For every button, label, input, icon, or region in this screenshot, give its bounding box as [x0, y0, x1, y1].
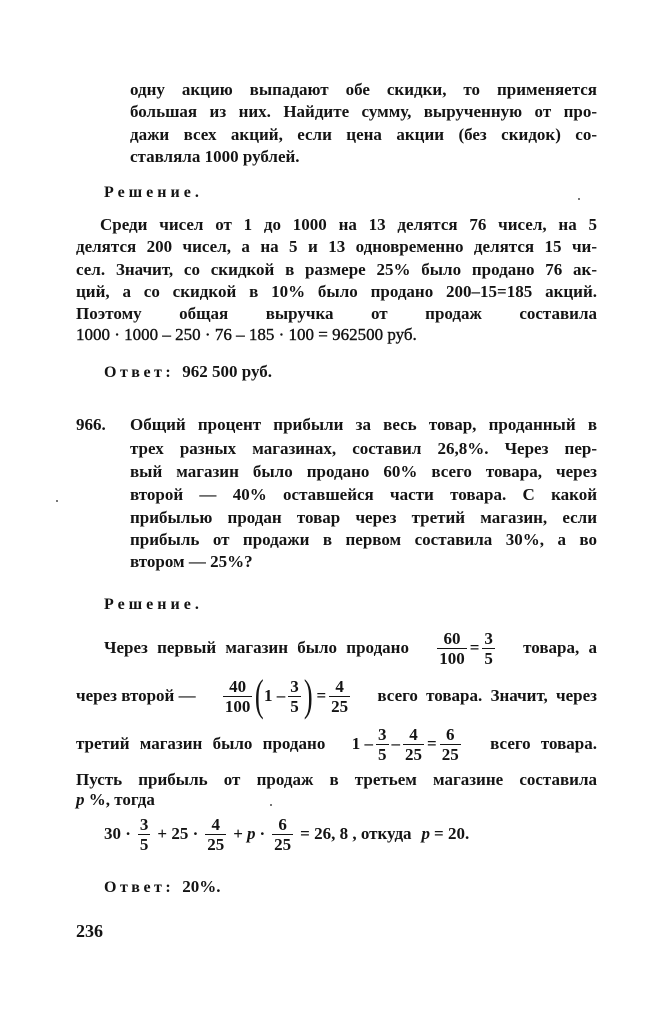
problem-text-line: большая из них. Найдите сумму, вырученную от про-	[130, 102, 597, 121]
problem-text-line: вый магазин было продано 60% всего товара, через	[130, 462, 597, 481]
equals: =	[469, 638, 480, 657]
answer-value: 962 500 руб.	[182, 362, 272, 381]
fraction: $\frac{4}{25}$	[331, 676, 349, 716]
problem-number: 966.	[76, 415, 106, 434]
fraction: $\frac{4}{25}$	[207, 814, 225, 854]
problem-text-line: одну акцию выпадают обе скидки, то применяется	[130, 80, 597, 99]
fraction: $\frac{60}{100}$	[439, 628, 465, 668]
answer-label: Ответ:	[104, 364, 175, 381]
minus: –	[391, 734, 401, 753]
scan-speck	[270, 804, 272, 806]
variable: p	[76, 790, 85, 809]
answer-label: Ответ:	[104, 879, 175, 896]
answer-value: 20%.	[182, 877, 221, 896]
text: товара, а	[523, 638, 597, 657]
solution-text-line	[76, 789, 597, 811]
text: через второй —	[76, 686, 196, 705]
term: ·	[259, 824, 266, 843]
problem-text-line: ставляла 1000 рублей.	[130, 147, 300, 166]
expression	[352, 725, 464, 764]
right-paren: )	[303, 671, 313, 720]
scan-speck	[56, 500, 58, 502]
solution-heading: Решение.	[104, 596, 203, 613]
equation	[104, 809, 469, 859]
expression	[434, 629, 498, 668]
problem-text-line: дажи всех акций, если цена акции (без скидок) со-	[130, 125, 597, 144]
variable: p	[246, 824, 256, 843]
problem-text-line: второй — 40% оставшейся части товара. С какой	[130, 485, 597, 504]
term: + 25 ·	[157, 824, 199, 843]
solution-text-line: делятся 200 чисел, а на 5 и 13 одновременно делятся 15 чи-	[76, 237, 597, 256]
text: третий магазин было продано	[76, 734, 326, 753]
scan-speck	[578, 198, 580, 200]
left-paren: (	[255, 671, 265, 720]
solution-math-line	[104, 623, 597, 673]
equals: =	[427, 734, 437, 753]
problem-text-line: прибыль от продажи в первом составила 30%, а во	[130, 530, 597, 549]
page-number: 236	[76, 921, 103, 941]
expression	[220, 671, 353, 720]
solution-heading: Решение.	[104, 184, 203, 201]
fraction: $\frac{6}{25}$	[441, 724, 459, 764]
term: 1 –	[351, 734, 374, 753]
text: всего товара.	[490, 734, 597, 753]
solution-math-line	[76, 671, 597, 721]
fraction: $\frac{4}{25}$	[405, 724, 423, 764]
equals: =	[316, 686, 327, 705]
problem-text-line: трех разных магазинах, составил 26,8%. Через пер-	[130, 439, 597, 458]
term: 30 ·	[104, 824, 131, 843]
problem-text-line: Общий процент прибыли за весь товар, проданный в	[130, 415, 597, 434]
fraction: $\frac{40}{100}$	[224, 676, 251, 716]
text: %, тогда	[84, 790, 155, 809]
term: = 20.	[434, 824, 470, 843]
solution-formula-line: 1000 · 1000 – 250 · 76 – 185 · 100 = 962500 руб.	[76, 325, 417, 344]
solution-text-line: ций, а со скидкой в 10% было продано 200–15=185 акций.	[76, 282, 597, 301]
solution-math-line	[76, 719, 597, 769]
text: Через первый магазин было продано	[104, 638, 409, 657]
fraction: $\frac{3}{5}$	[378, 724, 387, 764]
text: всего товара. Значит, через	[377, 686, 597, 705]
fraction: $\frac{3}{5}$	[139, 814, 149, 854]
solution-text-line: Среди чисел от 1 до 1000 на 13 делятся 76 чисел, на 5	[100, 215, 597, 234]
variable: p	[421, 824, 431, 843]
problem-text-line: втором — 25%?	[130, 552, 253, 571]
fraction: $\frac{3}{5}$	[484, 628, 493, 668]
answer	[104, 876, 220, 898]
fraction: $\frac{3}{5}$	[290, 676, 299, 716]
solution-text-line: Поэтому общая выручка от продаж составила	[76, 304, 597, 323]
term: 1 –	[264, 686, 286, 705]
term: +	[233, 824, 243, 843]
problem-text-line: прибылью продан товар через третий магазин, если	[130, 508, 597, 527]
fraction: $\frac{6}{25}$	[274, 814, 292, 854]
term: = 26, 8 , откуда	[300, 824, 412, 843]
answer	[104, 361, 272, 383]
solution-text-line: Пусть прибыль от продаж в третьем магазине составила	[76, 770, 597, 789]
solution-text-line: сел. Значит, со скидкой в размере 25% было продано 76 ак-	[76, 260, 597, 279]
